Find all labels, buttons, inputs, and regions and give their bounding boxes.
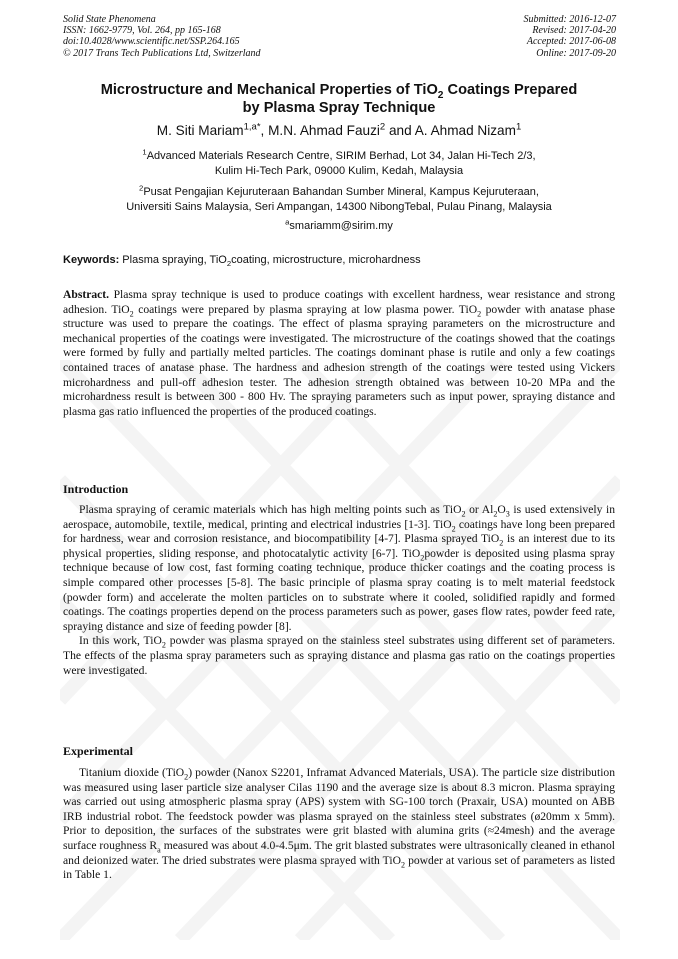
journal-name: Solid State Phenomena — [63, 14, 156, 25]
keywords-label: Keywords: — [63, 254, 120, 266]
online-date: Online: 2017-09-20 — [536, 47, 616, 59]
paper-title — [63, 82, 615, 117]
introduction-heading: Introduction — [63, 482, 129, 496]
submitted-date: Submitted: 2016-12-07 — [523, 14, 616, 25]
revised-date: Revised: 2017-04-20 — [532, 25, 616, 37]
accepted-date: Accepted: 2017-06-08 — [526, 36, 616, 48]
title-line-2: by Plasma Spray Technique — [242, 99, 436, 116]
journal-copyright: © 2017 Trans Tech Publications Ltd, Switzerland — [63, 47, 261, 59]
author-2: M.N. Ahmad Fauzi — [268, 123, 380, 138]
author-list: M. Siti Mariam$^{1,a*}$, M.N. Ahmad Fauzi$^2$ and A. Ahmad Nizam$^1$ — [156, 121, 522, 138]
journal-issn: ISSN: 1662-9779, Vol. 264, pp 165-168 — [63, 25, 221, 37]
experimental-paragraph-1: Titanium dioxide (TiO$_2$) powder (Nanox S2201, Inframat Advanced Materials, USA). The particle size distribution was measured using laser particle size analyser Cilas 1190 and the average size is about 8.3 micron. Plasma spraying was carried out using atmospheric plasma spray (APS) system with SG-100 torch (Praxair, USA) mounted on ABB IRB industrial robot. The feedstock powder was plasma sprayed on the stainless steel substrates (ø20mm x 5mm). Prior to deposition, the surfaces of the substrates were grit blasted with alumina grits (≈24mesh) and the average surface roughness $R_a$ measured was about 4.0-4.5μm. The grit blasted substrates were ultrasonically cleaned in ethanol and deionized water. The dried substrates were plasma sprayed with TiO$_2$ powder at various set of parameters as listed in Table 1. — [63, 766, 616, 882]
keywords: Keywords: Plasma spraying, TiO$_2$coating, microstructure, microhardness — [63, 254, 421, 269]
affiliation-1: $^1$Advanced Materials Research Centre, SIRIM Berhad, Lot 34, Jalan Hi-Tech 2/3, Kulim Hi-Tech Park, 09000 Kulim, Kedah, Malaysia — [142, 147, 536, 177]
intro-paragraph-2: In this work, TiO$_2$ powder was plasma sprayed on the stainless steel substrates using different set of parameters. The effects of the plasma spray parameters such as spraying distance and plasma gas ratio on the coatings properties were investigated. — [63, 634, 615, 677]
abstract-label: Abstract. — [63, 288, 110, 301]
affiliation-2: $^2$Pusat Pengajian Kejuruteraan Bahandan Sumber Mineral, Kampus Kejuruteraan, Universiti Sains Malaysia, Seri Ampangan, 14300 NibongTebal, Pulau Pinang, Malaysia — [126, 183, 552, 213]
author-1: M. Siti Mariam — [156, 123, 244, 138]
experimental-body — [63, 766, 615, 883]
intro-paragraph-1: Plasma spraying of ceramic materials which has high melting points such as TiO$_2$ or $Al_2O_3$ is used extensively in aerospace, automobile, textile, medical, printing and electrical industries [1-3]. TiO$_2$ coatings have long been prepared for hardness, wear and corrosion resistance, and biocompatibility [4-7]. Plasma sprayed TiO$_2$ is an interest due to its physical properties, sliding response, and photocatalytic activity [6-7]. TiO$_2$powder is deposited using plasma spray technique because of low cost, fast forming coating technique, produce thicker coatings and the coating process is simple compared other processes [5-8]. The basic principle of plasma spray coating is to melt material feedstock (powder form) and accelerate the molten particles on to substrate where it cooled, solidified rapidly and formed coatings. The coatings properties depend on the process parameters such as power, gases flow rates, powder feed rate, spraying distance and size of feeding powder [8]. — [63, 503, 615, 633]
publication-dates — [524, 14, 617, 59]
abstract: Abstract. Plasma spray technique is used to produce coatings with excellent hardness, wear resistance and strong adhesion. TiO$_2$ coatings were prepared by plasma spraying at low plasma power. TiO$_2$ powder with anatase phase structure was used to prepare the coatings. The effect of plasma spraying parameters on the microstructure and mechanical properties of the coatings were investigated. The microstructure of the coatings showed that the coatings were formed by fully and partially melted particles. The coatings dominant phase is rutile and only a few coatings contained traces of anatase phase. The hardness and adhesion strength of the coatings were tested using Vickers microhardness and pull-off adhesion tester. The adhesion strength obtained was between 10-20 MPa and the microhardness result is between 300 - 800 Hv. The spraying parameters such as input power, spraying distance and plasma gas ratio influenced the properties of the produced coatings. — [63, 288, 615, 418]
author-3: A. Ahmad Nizam — [414, 123, 516, 138]
experimental-heading: Experimental — [63, 744, 133, 758]
introduction-body — [63, 503, 615, 678]
journal-info — [63, 14, 261, 59]
journal-doi: doi:10.4028/www.scientific.net/SSP.264.165 — [63, 36, 240, 48]
corresponding-email[interactable]: $^a$smariamm@sirim.my — [285, 217, 393, 232]
title-line-1: Microstructure and Mechanical Properties of TiO$_2$ Coatings Prepared — [100, 82, 578, 101]
